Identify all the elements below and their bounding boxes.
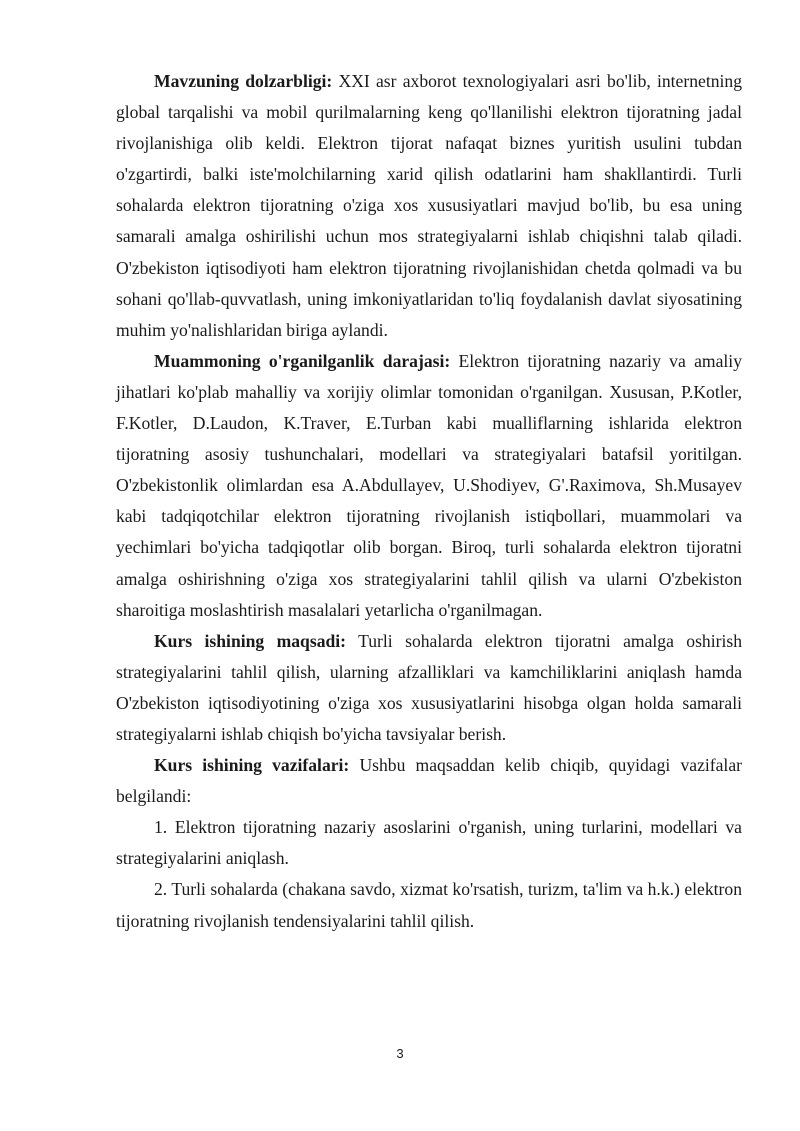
paragraph-lead: Kurs ishining maqsadi:: [154, 630, 347, 651]
paragraph-tasks: [116, 750, 742, 812]
paragraph-text: Elektron tijoratning nazariy va amaliy jihatlari ko'plab mahalliy va xorijiy olimlar tomonidan o'rganilgan. Xususan, P.Kotler, F.Kotler, D.Laudon, K.Traver, E.Turban kabi mualliflarning ishlarida elektron tijoratning asosiy tushunchalari, modellari va strategiyalari batafsil yoritilgan. O'zbekistonlik olimlardan esa A.Abdullayev, U.Shodiyev, G'.Raximova, Sh.Musayev kabi tadqiqotchilar elektron tijoratning rivojlanish istiqbollari, muammolari va yechimlari bo'yicha tadqiqotlar olib borgan. Biroq, turli sohalarda elektron tijoratni amalga oshirishning o'ziga xos strategiyalarini tahlil qilish va ularni O'zbekiston sharoitiga moslashtirish masalalari yetarlicha o'rganilmagan.: [116, 350, 742, 620]
page-number: 3: [396, 1046, 404, 1061]
paragraph-text: Turli sohalarda elektron tijoratni amalga oshirish strategiyalarini tahlil qilish, ularning afzalliklari va kamchiliklarini aniqlash hamda O'zbekiston iqtisodiyotining o'ziga xos xususiyatlarini hisobga olgan holda samarali strategiyalarni ishlab chiqish bo'yicha tavsiyalar berish.: [116, 630, 743, 744]
paragraph-goal: [116, 626, 742, 750]
paragraph-research-level: [116, 346, 742, 626]
paragraph-lead: Kurs ishining vazifalari:: [154, 755, 350, 776]
paragraph-text: XXI asr axborot texnologiyalari asri bo'lib, internetning global tarqalishi va mobil qurilmalarning keng qo'llanilishi elektron tijoratning jadal rivojlanishiga olib keldi. Elektron tijorat nafaqat biznes yuritish usulini tubdan o'zgartirdi, balki iste'molchilarning xarid qilish odatlarini ham shakllantirdi. Turli sohalarda elektron tijoratning o'ziga xos xususiyatlari mavjud bo'lib, bu esa uning samarali amalga oshirilishi uchun mos strategiyalarni ishlab chiqishni talab qiladi. O'zbekiston iqtisodiyoti ham elektron tijoratning rivojlanishidan chetda qolmadi va bu sohani qo'llab-quvvatlash, uning imkoniyatlaridan to'liq foydalanish davlat siyosatining muhim yo'nalishlaridan biriga aylandi.: [116, 71, 742, 340]
paragraph-text: 2. Turli sohalarda (chakana savdo, xizmat ko'rsatish, turizm, ta'lim va h.k.) elektron tijoratning rivojlanish tendensiyalarini tahlil qilish.: [116, 879, 742, 931]
paragraph-lead: Muammoning o'rganilganlik darajasi:: [154, 350, 451, 371]
paragraph-relevance: [116, 66, 742, 346]
task-item-1: [116, 812, 742, 874]
task-item-2: [116, 874, 742, 936]
paragraph-lead: Mavzuning dolzarbligi:: [154, 71, 333, 91]
paragraph-text: Ushbu maqsaddan kelib chiqib, quyidagi vazifalar belgilandi:: [116, 755, 742, 807]
paragraph-text: 1. Elektron tijoratning nazariy asoslarini o'rganish, uning turlarini, modellari va strategiyalarini aniqlash.: [116, 817, 742, 869]
document-body: [116, 66, 742, 937]
